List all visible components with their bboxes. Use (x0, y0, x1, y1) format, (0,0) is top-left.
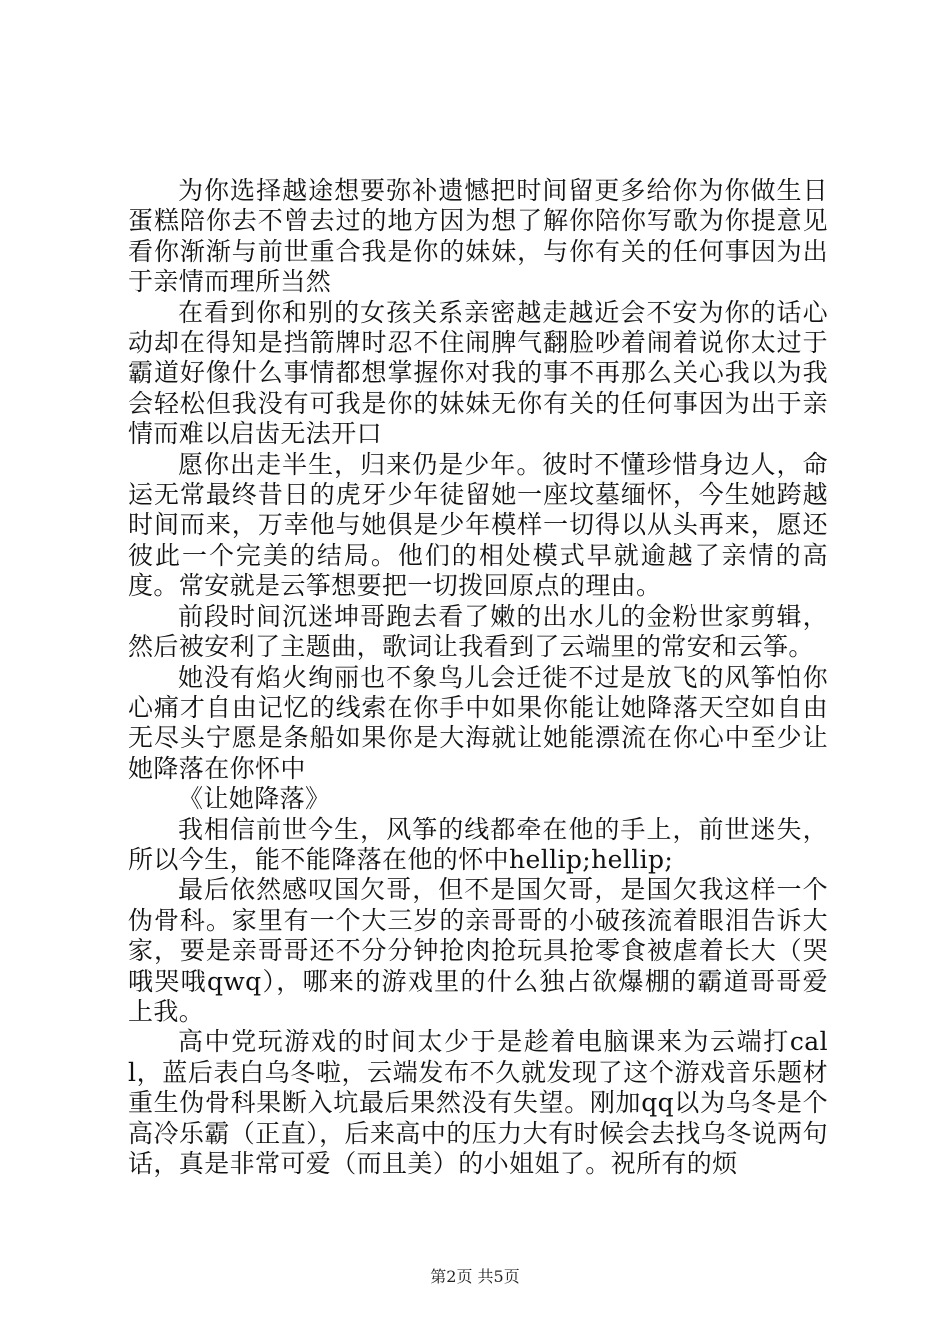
paragraph-2: 在看到你和别的女孩关系亲密越走越近会不安为你的话心动却在得知是挡箭牌时忍不住闹脾气翻脸吵着闹着说你太过于霸道好像什么事情都想掌握你对我的事不再那么关心我以为我会轻松但我没有可我是你的妹妹无你有关的任何事因为出于亲情而难以启齿无法开口 (128, 297, 828, 449)
paragraph-4: 前段时间沉迷坤哥跑去看了嫩的出水儿的金粉世家剪辑，然后被安利了主题曲，歌词让我看到了云端里的常安和云筝。 (128, 601, 828, 662)
page-footer: 第2页 共5页 (430, 1267, 520, 1286)
paragraph-9: 高中党玩游戏的时间太少于是趁着电脑课来为云端打call，蓝后表白乌冬啦，云端发布不久就发现了这个游戏音乐题材重生伪骨科果断入坑最后果然没有失望。刚加qq以为乌冬是个高冷乐霸（正直），后来高中的压力大有时候会去找乌冬说两句话，真是非常可爱（而且美）的小姐姐了。祝所有的烦 (128, 1027, 828, 1178)
paragraph-3: 愿你出走半生，归来仍是少年。彼时不懂珍惜身边人，命运无常最终昔日的虎牙少年徒留她一座坟墓缅怀，今生她跨越时间而来，万幸他与她俱是少年模样一切得以从头再来，愿还彼此一个完美的结局。他们的相处模式早就逾越了亲情的高度。常安就是云筝想要把一切拨回原点的理由。 (128, 449, 828, 601)
paragraph-5: 她没有焰火绚丽也不象鸟儿会迁徙不过是放飞的风筝怕你心痛才自由记忆的线索在你手中如果你能让她降落天空如自由无尽头宁愿是条船如果你是大海就让她能漂流在你心中至少让她降落在你怀中 (128, 662, 828, 783)
document-body (128, 176, 828, 1179)
song-title: 《让她降落》 (178, 784, 331, 814)
paragraph-8: 最后依然感叹国欠哥，但不是国欠哥，是国欠我这样一个伪骨科。家里有一个大三岁的亲哥哥的小破孩流着眼泪告诉大家，要是亲哥哥还不分分钟抢肉抢玩具抢零食被虐着长大（哭哦哭哦qwq），哪来的游戏里的什么独占欲爆棚的霸道哥哥爱上我。 (128, 875, 828, 1026)
paragraph-1: 为你选择越途想要弥补遗憾把时间留更多给你为你做生日蛋糕陪你去不曾去过的地方因为想了解你陪你写歌为你提意见看你渐渐与前世重合我是你的妹妹，与你有关的任何事因为出于亲情而理所当然 (128, 176, 828, 297)
paragraph-7: 我相信前世今生，风筝的线都牵在他的手上，前世迷失，所以今生，能不能降落在他的怀中hellip;hellip; (128, 814, 828, 874)
